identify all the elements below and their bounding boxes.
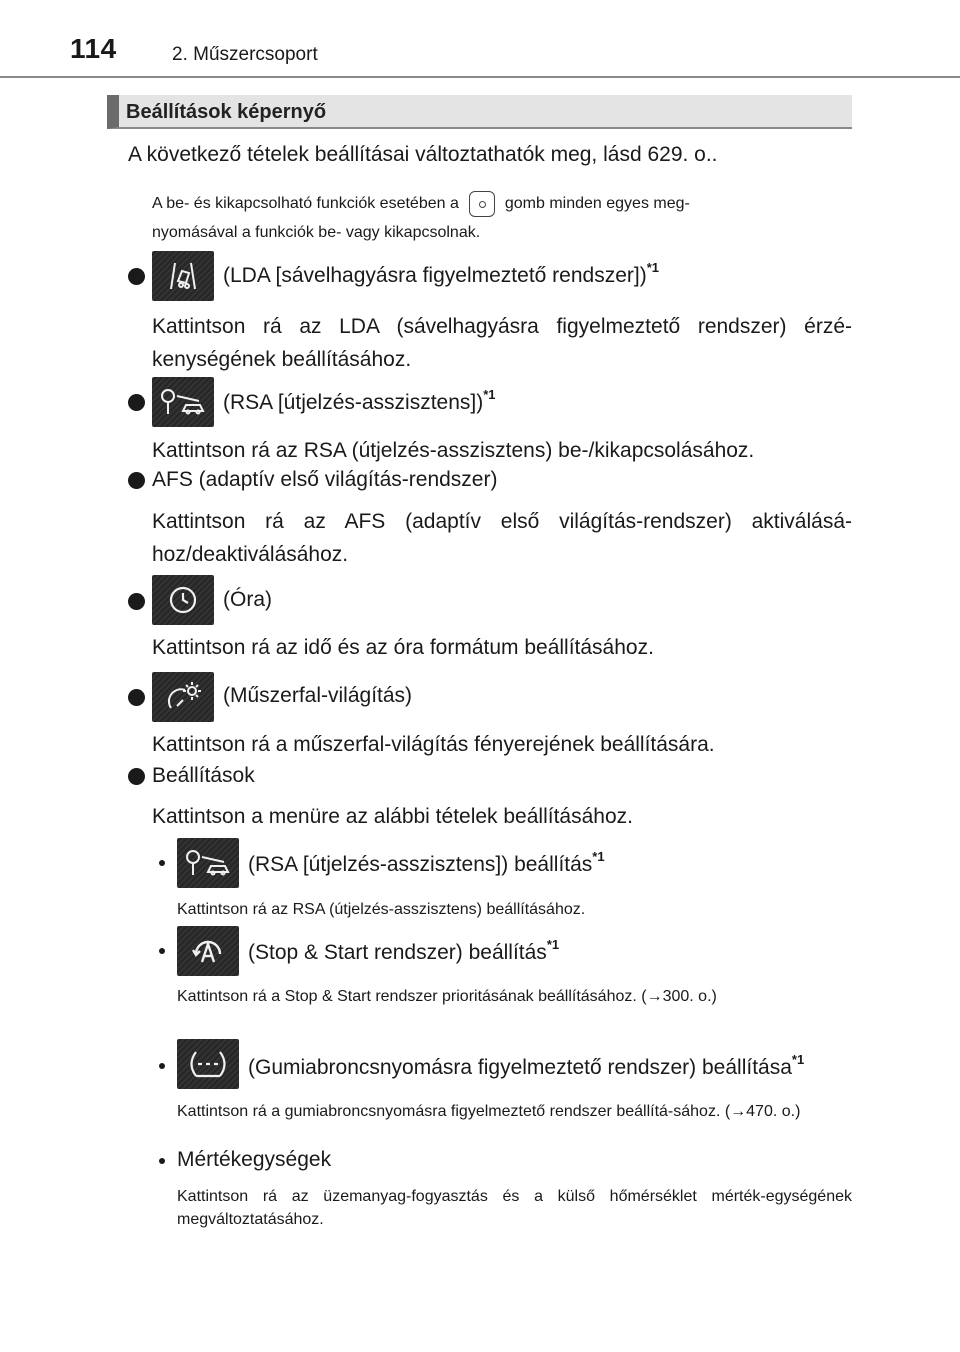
- item-desc-afs: Kattintson rá az AFS (adaptív első világítás-rendszer) aktiválásá-hoz/deaktiválásához.: [152, 510, 852, 566]
- stop-start-icon: [177, 926, 239, 976]
- item-desc-lda: Kattintson rá az LDA (sávelhagyásra figyelmeztető rendszer) érzé-kenységének beállításához.: [152, 315, 852, 371]
- subitem-label-stop-start: (Stop & Start rendszer) beállítás$^{*1}$: [248, 937, 560, 964]
- intro-text: A következő tételek beállításai változtathatók meg, lásd 629. o..: [128, 143, 718, 166]
- page-number: 114: [70, 33, 117, 64]
- subitem-label-tire: (Gumiabroncsnyomásra figyelmeztető rendszer) beállítása$^{*1}$: [248, 1052, 805, 1079]
- subitem-desc-units: Kattintson rá az üzemanyag-fogyasztás és a külső hőmérséklet mérték-egységének megváltoztatásához.: [177, 1188, 852, 1228]
- rsa-icon: [177, 838, 239, 888]
- subitem-label-rsa: (RSA [útjelzés-asszisztens]) beállítás$^{*1}$: [248, 849, 605, 876]
- bullet: [128, 689, 145, 706]
- lda-icon: [152, 251, 214, 301]
- rsa-icon: [152, 377, 214, 427]
- meter-illumination-icon: [152, 672, 214, 722]
- bullet: [128, 472, 145, 489]
- item-label-meter: (Műszerfal-világítás): [223, 684, 413, 707]
- item-label-rsa: (RSA [útjelzés-asszisztens])$^{*1}$: [223, 387, 496, 414]
- note-line-2: nyomásával a funkciók be- vagy kikapcsolnak.: [152, 224, 481, 241]
- section-title: Beállítások képernyő: [126, 101, 327, 123]
- bullet: [128, 593, 145, 610]
- subitem-desc-rsa: Kattintson rá az RSA (útjelzés-asszisztens) beállításához.: [177, 901, 586, 918]
- clock-icon: [152, 575, 214, 625]
- subitem-desc-tire: Kattintson rá a gumiabroncsnyomásra figyelmeztető rendszer beállítá-sához. (→470. o.): [177, 1103, 801, 1120]
- item-desc-settings: Kattintson a menüre az alábbi tételek beállításához.: [152, 805, 633, 828]
- subitem-label-units: Mértékegységek: [177, 1148, 332, 1171]
- item-desc-clock: Kattintson rá az idő és az óra formátum beállításához.: [152, 636, 654, 659]
- tire-pressure-icon: [177, 1039, 239, 1089]
- chapter-title: 2. Műszercsoport: [172, 44, 318, 65]
- sub-bullet: [159, 1158, 165, 1164]
- note-before: A be- és kikapcsolható funkciók esetében a: [152, 195, 459, 212]
- item-desc-rsa: Kattintson rá az RSA (útjelzés-asszisztens) be-/kikapcsolásához.: [152, 439, 755, 462]
- sub-bullet: [159, 1063, 165, 1069]
- item-label-clock: (Óra): [223, 588, 272, 611]
- bullet: [128, 268, 145, 285]
- note-line-1: [152, 190, 852, 217]
- item-label-settings: Beállítások: [152, 764, 255, 787]
- item-desc-meter: Kattintson rá a műszerfal-világítás fényerejének beállítására.: [152, 733, 715, 756]
- sub-bullet: [159, 948, 165, 954]
- note-after: gomb minden egyes meg-: [504, 195, 690, 212]
- subitem-desc-stop-start: Kattintson rá a Stop & Start rendszer prioritásának beállításához. (→300. o.): [177, 988, 717, 1005]
- bullet: [128, 394, 145, 411]
- item-label-lda: (LDA [sávelhagyásra figyelmeztető rendszer])$^{*1}$: [223, 260, 659, 287]
- bullet: [128, 768, 145, 785]
- enter-button-icon: [469, 191, 495, 217]
- header-rule: [0, 76, 960, 78]
- sub-bullet: [159, 860, 165, 866]
- item-label-afs: AFS (adaptív első világítás-rendszer): [152, 468, 498, 491]
